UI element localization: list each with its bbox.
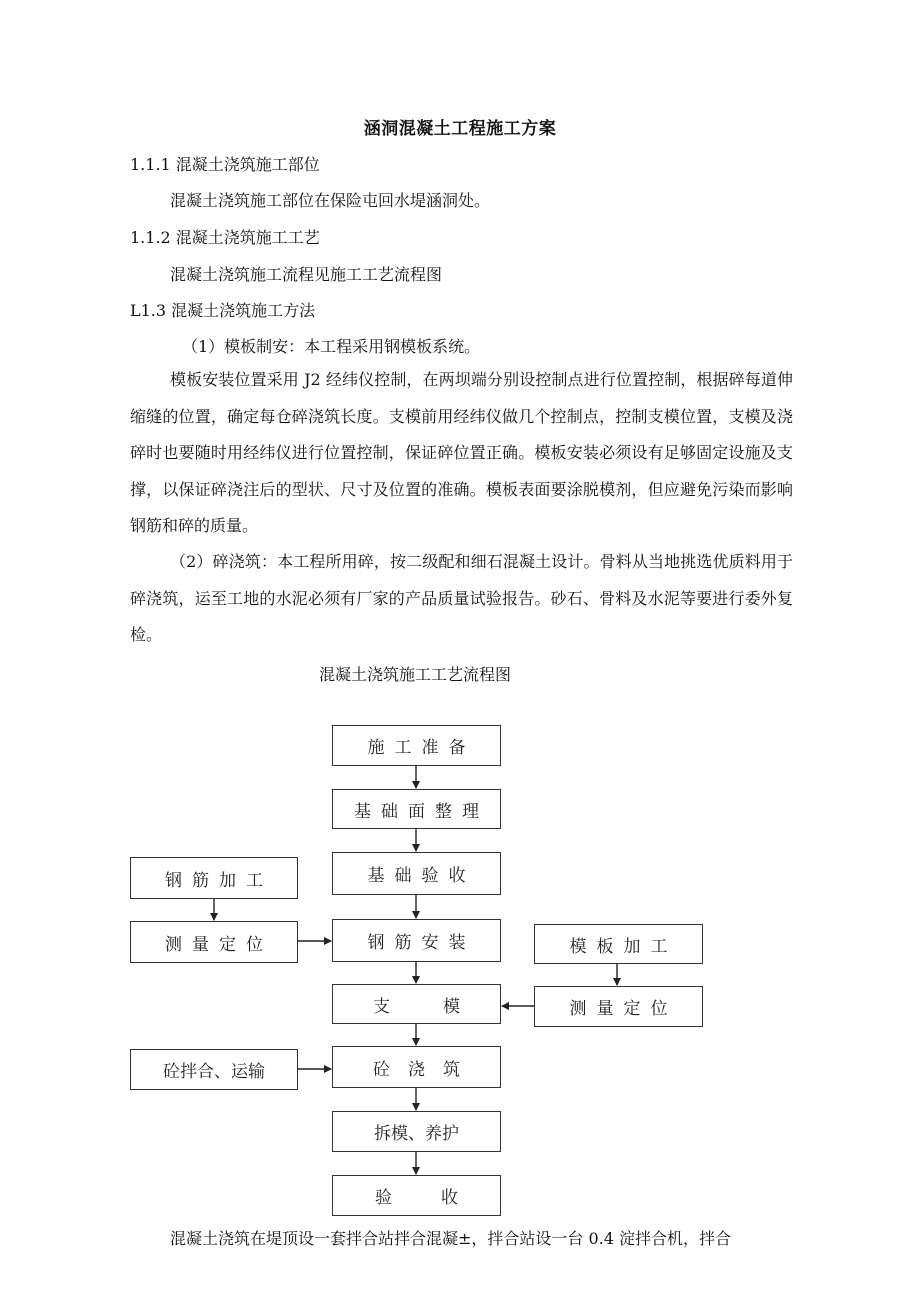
flow-step-survey-right-label: 测量定位 — [569, 999, 678, 1019]
flow-step-mix-transport — [130, 1049, 298, 1090]
flow-step-final-accept — [332, 1175, 501, 1216]
flowchart-caption: 混凝土浇筑施工工艺流程图 — [318, 665, 511, 684]
document-title: 涵洞混凝土工程施工方案 — [363, 119, 557, 139]
flow-step-base-trim-label: 基础面整理 — [354, 801, 489, 822]
flow-step-base-accept — [332, 852, 501, 895]
paragraph-formwork: 模板安装位置采用 J2 经纬仪控制，在两坝端分别设控制点进行位置控制，根据碎每道伸缩缝的位置，确定每仓碎浇筑长度。支模前用经纬仪做几个控制点，控制支模位置，支模及浇碎时也要随时用经纬仪进行位置控制，保证碎位置正确。模板安装必须设有足够固定设施及支撑，以保证碎浇注后的型状、尺寸及位置的准确。模板表面要涂脱模剂，但应避免污染而影响钢筋和碎的质量。 — [130, 370, 793, 535]
section-heading-2: 1.1.2 混凝土浇筑施工工艺 — [130, 228, 320, 247]
flow-step-prep-label: 施工准备 — [367, 738, 476, 758]
flow-step-strip-cure-label: 拆模、养护 — [374, 1124, 459, 1144]
flow-step-final-accept-char-1: 验 — [375, 1188, 392, 1208]
flow-step-pour-char-2: 浇 — [408, 1059, 425, 1080]
section-heading-3: L1.3 混凝土浇筑施工方法 — [130, 301, 316, 320]
flow-step-form-process-label: 模板加工 — [569, 936, 678, 957]
section-text-1: 混凝土浇筑施工部位在保险屯回水堤涵洞处。 — [170, 191, 491, 210]
flow-step-rebar-process-label: 钢筋加工 — [165, 870, 273, 891]
flow-step-prep — [332, 725, 501, 766]
flow-step-survey-left-label: 测量定位 — [165, 934, 273, 955]
section-heading-1: 1.1.1 混凝土浇筑施工部位 — [130, 155, 320, 174]
flow-step-formwork — [332, 984, 501, 1024]
flow-step-pour-char-3: 筑 — [443, 1059, 460, 1080]
flow-step-rebar-install-label: 钢筋安装 — [367, 933, 476, 953]
flow-step-rebar-install — [332, 919, 501, 962]
flow-step-formwork-char-2: 模 — [443, 996, 460, 1017]
flow-step-mix-transport-label: 砼拌合、运输 — [163, 1062, 265, 1082]
bottom-paragraph: 混凝土浇筑在堤顶设一套拌合站拌合混凝±，拌合站设一台 0.4 淀拌合机，拌合 — [170, 1229, 732, 1248]
flow-step-survey-left — [130, 921, 298, 963]
paragraph-pouring: （2）碎浇筑：本工程所用碎，按二级配和细石混凝土设计。骨料从当地挑选优质料用于碎浇筑，运至工地的水泥必须有厂家的产品质量试验报告。砂石、骨料及水泥等要进行委外复检。 — [130, 552, 793, 644]
flow-step-formwork-char-1: 支 — [373, 996, 390, 1017]
flow-step-form-process — [534, 924, 703, 964]
flow-step-rebar-process — [130, 857, 298, 899]
flow-step-final-accept-char-2: 收 — [441, 1188, 458, 1208]
flow-step-pour-char-1: 砼 — [373, 1059, 390, 1080]
flow-step-survey-right — [534, 986, 703, 1027]
flow-step-pour — [332, 1046, 501, 1088]
flow-step-base-accept-label: 基础验收 — [367, 866, 476, 886]
flow-step-base-trim — [332, 789, 501, 829]
flow-step-strip-cure — [332, 1111, 501, 1152]
list-item-formwork: （1）模板制安：本工程采用钢模板系统。 — [182, 337, 481, 356]
section-text-2: 混凝土浇筑施工流程见施工工艺流程图 — [170, 265, 443, 284]
